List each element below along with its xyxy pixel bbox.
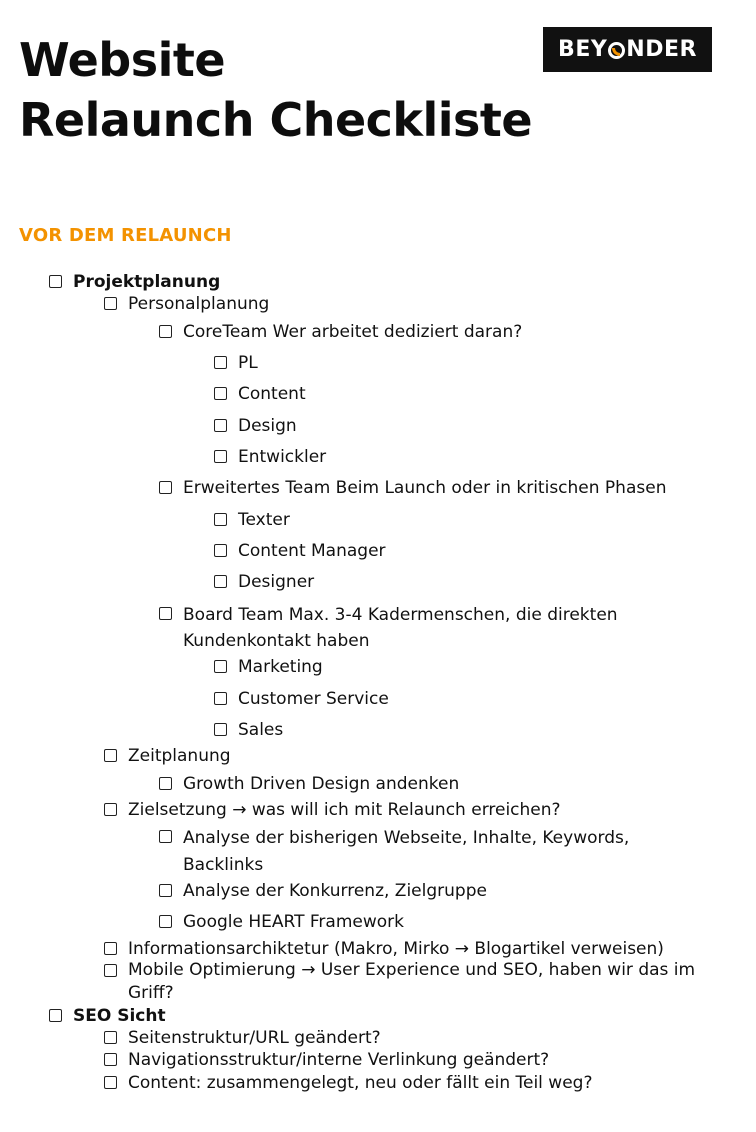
item-label: PL (238, 353, 258, 373)
page-title (19, 30, 532, 150)
checklist-item-coreteam[interactable] (159, 320, 522, 344)
item-label: Google HEART Framework (183, 912, 404, 932)
logo-o-icon (608, 42, 625, 59)
title-line-2: Relaunch Checkliste (19, 93, 533, 147)
item-label: Projektplanung (73, 272, 221, 292)
checklist-item-board-team[interactable] (159, 602, 679, 654)
item-label: Marketing (238, 657, 323, 677)
checklist-item-customer-service[interactable] (214, 687, 389, 711)
checklist-item-pl[interactable] (214, 351, 258, 375)
checklist-item-seo-sicht[interactable] (49, 1004, 166, 1028)
item-label: Analyse der Konkurrenz, Zielgruppe (183, 881, 487, 901)
checklist-item-designer[interactable] (214, 570, 314, 594)
checklist-item-growth-driven-design[interactable] (159, 772, 459, 796)
checkbox[interactable] (214, 387, 227, 400)
checklist-item-content-aenderung[interactable] (104, 1071, 592, 1095)
item-label: Content: zusammengelegt, neu oder fällt ein Teil weg? (128, 1073, 593, 1093)
section-title: VOR DEM RELAUNCH (19, 225, 232, 246)
checklist-item-content[interactable] (214, 382, 306, 406)
checklist-item-texter[interactable] (214, 508, 290, 532)
checklist-item-entwickler[interactable] (214, 445, 326, 469)
checkbox[interactable] (159, 481, 172, 494)
item-label: Content (238, 384, 306, 404)
checkbox[interactable] (49, 275, 62, 288)
checkbox[interactable] (214, 450, 227, 463)
item-label: Zeitplanung (128, 746, 231, 766)
checkbox[interactable] (104, 749, 117, 762)
checkbox[interactable] (104, 803, 117, 816)
item-label: Zielsetzung → was will ich mit Relaunch erreichen? (128, 800, 561, 820)
checkbox[interactable] (104, 1031, 117, 1044)
checkbox[interactable] (49, 1009, 62, 1022)
item-label: Design (238, 416, 297, 436)
checkbox[interactable] (159, 884, 172, 897)
title-line-1: Website (19, 33, 226, 87)
logo-text-start: BEY (558, 37, 608, 62)
checkbox[interactable] (159, 830, 172, 843)
checkbox[interactable] (104, 1076, 117, 1089)
logo-text-end: NDER (626, 37, 697, 62)
checkbox[interactable] (104, 1053, 117, 1066)
item-label: Personalplanung (128, 294, 270, 314)
checkbox[interactable] (214, 419, 227, 432)
item-label: Sales (238, 720, 284, 740)
checklist-item-analyse-konkurrenz[interactable] (159, 879, 487, 903)
checklist-item-design[interactable] (214, 414, 297, 438)
checkbox[interactable] (214, 513, 227, 526)
checklist-item-personalplanung[interactable] (104, 292, 269, 316)
checkbox[interactable] (214, 660, 227, 673)
item-label: Board Team Max. 3-4 Kadermenschen, die direkten Kundenkontakt haben (183, 605, 618, 651)
item-label: Designer (238, 572, 315, 592)
checklist-item-informationsarchitektur[interactable] (104, 937, 664, 961)
item-label: Customer Service (238, 689, 389, 709)
checkbox[interactable] (104, 297, 117, 310)
checkbox[interactable] (104, 964, 117, 977)
item-label: Informationsarchiktetur (Makro, Mirko → Blogartikel verweisen) (128, 939, 664, 959)
item-label: Entwickler (238, 447, 327, 467)
checklist-item-zielsetzung[interactable] (104, 798, 561, 822)
checklist-item-navigationsstruktur[interactable] (104, 1048, 549, 1072)
checklist-item-sales[interactable] (214, 718, 283, 742)
item-label: CoreTeam Wer arbeitet dediziert daran? (183, 322, 523, 342)
checkbox[interactable] (214, 356, 227, 369)
checkbox[interactable] (214, 692, 227, 705)
checklist-item-erweitertes-team[interactable] (159, 476, 666, 500)
checkbox[interactable] (159, 777, 172, 790)
checklist-item-analyse-webseite[interactable] (159, 825, 679, 879)
item-label: SEO Sicht (73, 1006, 166, 1026)
checklist-item-seitenstruktur[interactable] (104, 1026, 381, 1050)
checkbox[interactable] (104, 942, 117, 955)
beyonder-logo (543, 27, 712, 72)
item-label: Navigationsstruktur/interne Verlinkung geändert? (128, 1050, 550, 1070)
item-label: Mobile Optimierung → User Experience und SEO, haben wir das im Griff? (128, 960, 696, 1003)
item-label: Growth Driven Design andenken (183, 774, 460, 794)
item-label: Content Manager (238, 541, 386, 561)
checklist-item-zeitplanung[interactable] (104, 744, 231, 768)
checkbox[interactable] (214, 575, 227, 588)
checklist-item-mobile-optimierung[interactable] (104, 959, 724, 1005)
checkbox[interactable] (159, 325, 172, 338)
checkbox[interactable] (159, 607, 172, 620)
checkbox[interactable] (159, 915, 172, 928)
item-label: Analyse der bisherigen Webseite, Inhalte, Keywords, Backlinks (183, 828, 630, 875)
checklist-item-marketing[interactable] (214, 655, 323, 679)
checklist-item-content-manager[interactable] (214, 539, 386, 563)
checklist-item-google-heart[interactable] (159, 910, 404, 934)
checklist-item-projektplanung[interactable] (49, 270, 220, 294)
checkbox[interactable] (214, 723, 227, 736)
item-label: Texter (238, 510, 290, 530)
checkbox[interactable] (214, 544, 227, 557)
item-label: Erweitertes Team Beim Launch oder in kritischen Phasen (183, 478, 667, 498)
item-label: Seitenstruktur/URL geändert? (128, 1028, 381, 1048)
